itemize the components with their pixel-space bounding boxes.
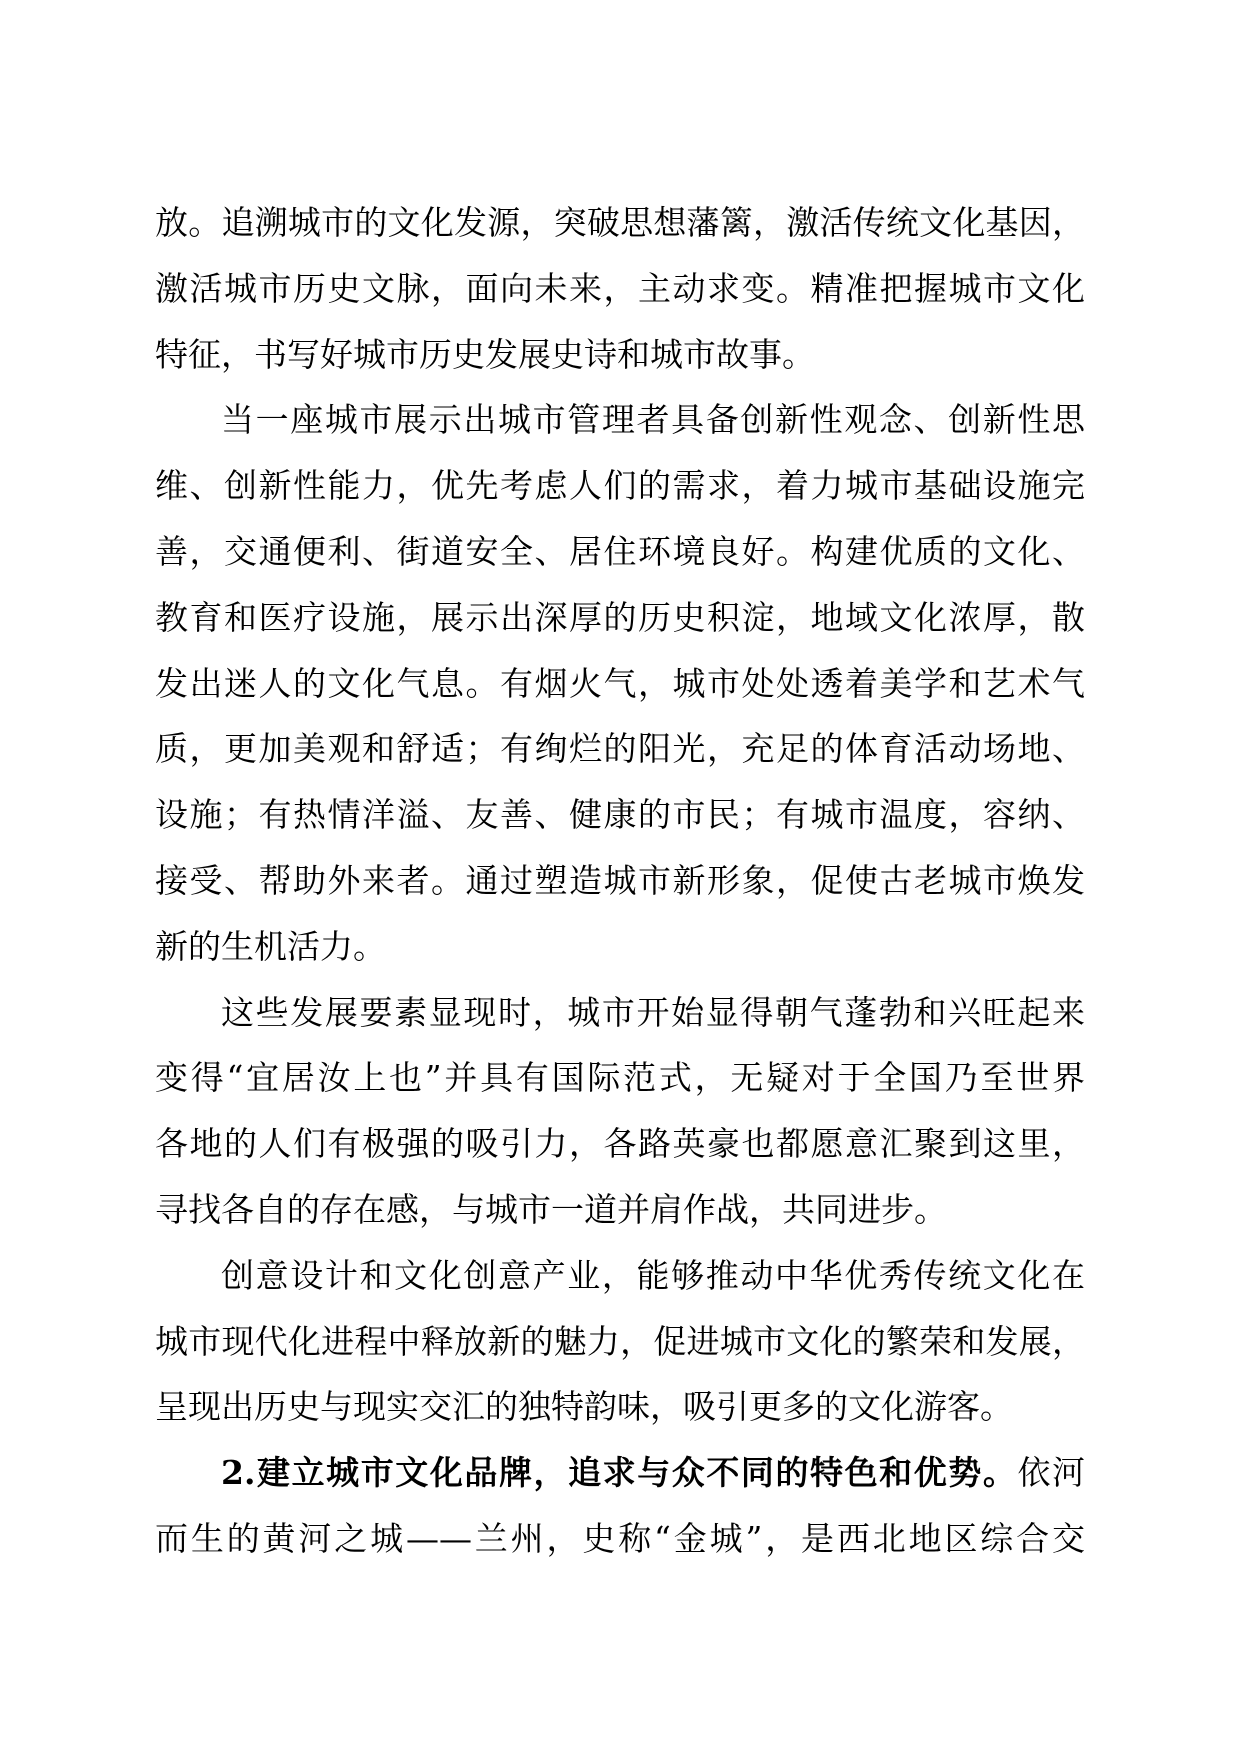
text-line: 呈现出历史与现实交汇的独特韵味，吸引更多的文化游客。 bbox=[155, 1387, 1013, 1427]
text-line: 善，交通便利、街道安全、居住环境良好。构建优质的文化、 bbox=[155, 531, 1085, 571]
text-line: 而生的黄河之城——兰州，史称“金城”，是西北地区综合交 bbox=[155, 1518, 1085, 1558]
heading-continuation: 依河 bbox=[1017, 1453, 1086, 1493]
text-line: 特征，书写好城市历史发展史诗和城市故事。 bbox=[155, 334, 815, 374]
text-line: 教育和医疗设施，展示出深厚的历史积淀，地域文化浓厚，散 bbox=[155, 597, 1085, 637]
section-heading-line bbox=[155, 1440, 1085, 1506]
text-line: 变得“宜居汝上也”并具有国际范式，无疑对于全国乃至世界 bbox=[155, 1058, 1085, 1098]
text-line: 这些发展要素显现时，城市开始显得朝气蓬勃和兴旺起来 bbox=[221, 992, 1085, 1032]
text-line: 发出迷人的文化气息。有烟火气，城市处处透着美学和艺术气 bbox=[155, 663, 1085, 703]
text-line: 城市现代化进程中释放新的魅力，促进城市文化的繁荣和发展， bbox=[155, 1321, 1085, 1361]
text-line: 各地的人们有极强的吸引力，各路英豪也都愿意汇聚到这里， bbox=[155, 1124, 1085, 1164]
text-line: 新的生机活力。 bbox=[155, 926, 386, 966]
text-line: 设施；有热情洋溢、友善、健康的市民；有城市温度，容纳、 bbox=[155, 795, 1085, 835]
text-line: 维、创新性能力，优先考虑人们的需求，着力城市基础设施完 bbox=[155, 466, 1085, 506]
text-line: 激活城市历史文脉，面向未来，主动求变。精准把握城市文化 bbox=[155, 268, 1085, 308]
body-text bbox=[155, 190, 1085, 1572]
text-line: 放。追溯城市的文化发源，突破思想藩篱，激活传统文化基因， bbox=[155, 203, 1085, 242]
text-line: 当一座城市展示出城市管理者具备创新性观念、创新性思 bbox=[221, 400, 1085, 440]
text-line: 创意设计和文化创意产业，能够推动中华优秀传统文化在 bbox=[221, 1255, 1085, 1295]
text-line: 质，更加美观和舒适；有绚烂的阳光，充足的体育活动场地、 bbox=[155, 729, 1085, 769]
text-line: 接受、帮助外来者。通过塑造城市新形象，促使古老城市焕发 bbox=[155, 860, 1085, 900]
section-heading: 2.建立城市文化品牌，追求与众不同的特色和优势。 bbox=[221, 1453, 1018, 1493]
text-line: 寻找各自的存在感，与城市一道并肩作战，共同进步。 bbox=[155, 1189, 947, 1229]
